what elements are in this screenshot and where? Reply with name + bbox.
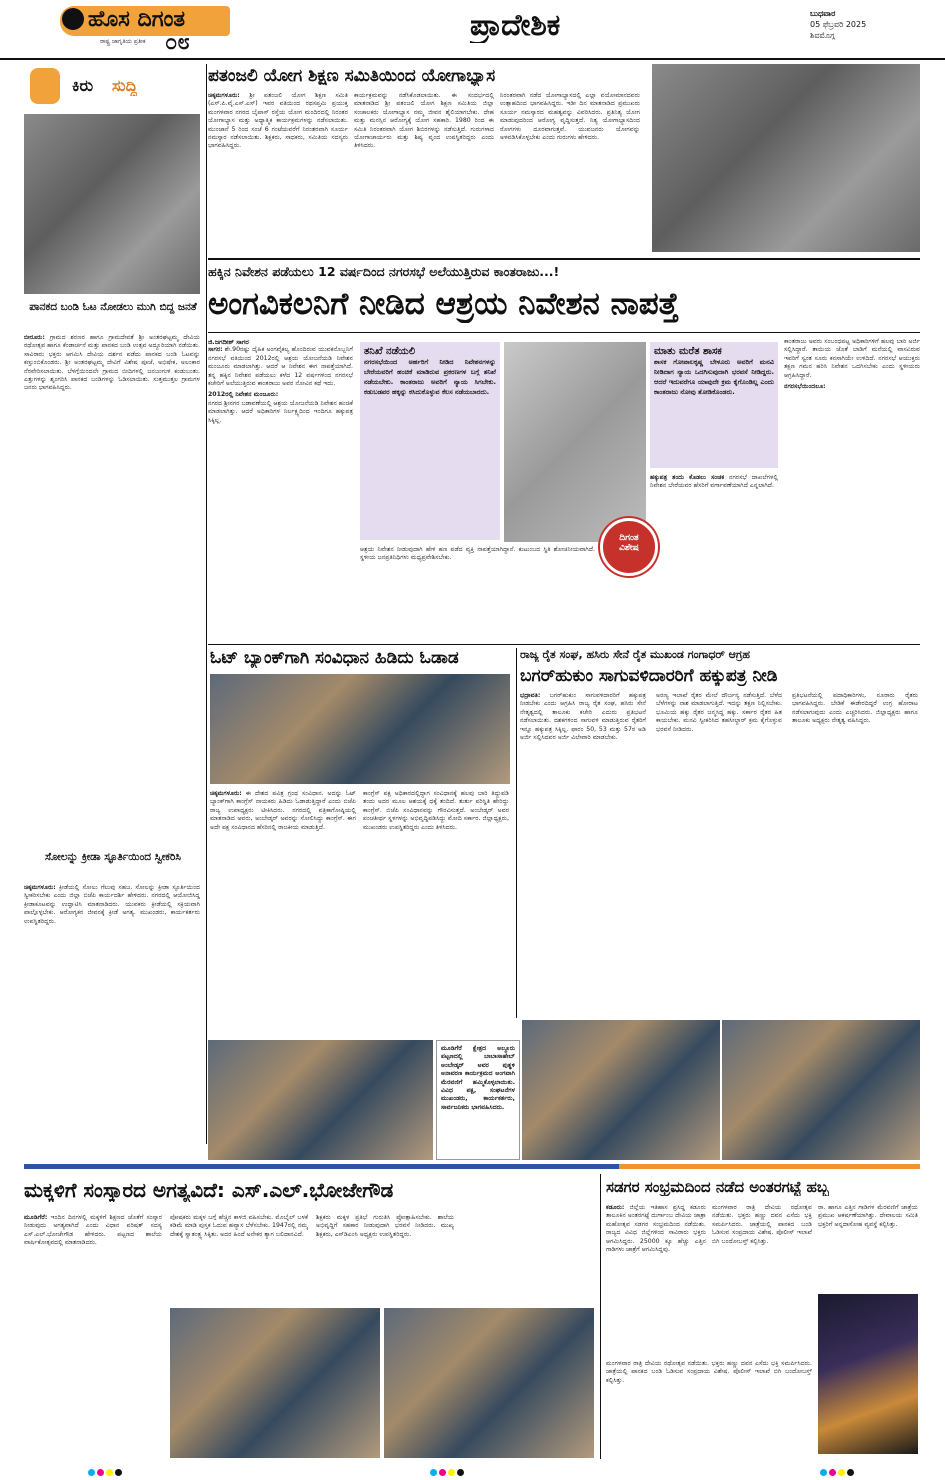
ashraya-callout-title: ತನಿಖೆ ನಡೆಯಲಿ (364, 346, 416, 357)
ashraya-head-rule (208, 332, 920, 333)
kirusuddi-item1-dateline: ಬೀರೂರು: (24, 334, 45, 341)
badge-bottom-text: ವಿಶೇಷ (619, 543, 639, 553)
registration-marks-left (88, 1461, 124, 1480)
ashraya-subhead2: ನಗರಸಭೆಯಿಂದಲೂ: (784, 383, 826, 391)
page-number: ೦೮ (165, 30, 190, 55)
vote-photo (210, 674, 510, 784)
kirusuddi-item2-body (24, 884, 200, 1139)
kirusuddi-divider (206, 64, 207, 1144)
kirusuddi-item1-body (24, 334, 200, 844)
mudigere-caption: ಮೂಡಿಗೆರೆ ಕ್ಷೇತ್ರದ ಅಲ್ದೂರು ಪಟ್ಟಣದಲ್ಲಿ ಬಾಬಾಸಾಹೇಬ್ ಅಂಬೇಡ್ಕರ್ ಅವರ ಪುತ್ಥಳಿ ಅನಾವರಣ ಕಾರ್ಯಕ್ರಮದ ಅಂಗವಾಗಿ ಮೆರವಣಿಗೆ ಹಮ್ಮಿಕೊಳ್ಳಲಾಯಿತು. ವಿವಿಧ ಪಕ್ಷ, ಸಂಘಟನೆಗಳ ಮುಖಂಡರು, ಕಾರ್ಯಕರ್ತರು, ಸಾರ್ವಜನಿಕರು ಭಾಗವಹಿಸಿದರು. (441, 1045, 515, 1111)
bottom-divider (600, 1174, 601, 1459)
antaraghatte-col1b: ಮಂಗಳವಾರ ರಾತ್ರಿ ದೇವಿಯ ರಥೋತ್ಸವ ನಡೆಯಿತು. ಭಕ್ತರು ಹಣ್ಣು ದವನ ಎಸೆದು ಭಕ್ತಿ ಸಮರ್ಪಿಸಿದರು. ಜಾತ್ರೆಯಲ್ಲಿ ಪಾನಕದ ಬಂಡಿ ಓಡಿಸುವ ಸಂಪ್ರದಾಯ ವಿಶೇಷ. ಪೊಲೀಸ್ ಇಲಾಖೆ ಬಿಗಿ ಬಂದೋಬಸ್ತ್ ಕಲ್ಪಿಸಿತ್ತು. (606, 1360, 812, 1384)
bagar-col1: ಭದ್ರಾವತಿ: ಬಗರ್‌ಹುಕುಂ ಸಾಗುವಳಿದಾರರಿಗೆ ಹಕ್ಕುಪತ್ರ ನೀಡಬೇಕು ಎಂದು ಆಗ್ರಹಿಸಿ ರಾಜ್ಯ ರೈತ ಸಂಘ, ಹಸಿರು ಸೇನೆ ನೇತೃತ್ವದಲ್ಲಿ ತಾಲೂಕು ಕಚೇರಿ ಎದುರು ಪ್ರತಿಭಟನೆ ನಡೆಸಲಾಯಿತು. ದಶಕಗಳಿಂದ ಸಾಗುವಳಿ ಮಾಡುತ್ತಿರುವ ರೈತರಿಗೆ ಇನ್ನೂ ಹಕ್ಕುಪತ್ರ ಸಿಕ್ಕಿಲ್ಲ. ಫಾರಂ 50, 53 ಮತ್ತು 57ರ ಅಡಿ ಅರ್ಜಿ ಸಲ್ಲಿಸಿದವರ ಅರ್ಜಿ ವಿಲೇವಾರಿ ಮಾಡಬೇಕು. (520, 692, 646, 742)
ashraya-bottom-rule (208, 644, 920, 645)
kirusuddi-item1-text: ಗ್ರಾಮದ ಶರಣರ ಹಾಗೂ ಗ್ರಾಮದೇವತೆ ಶ್ರೀ ಅಂತರಘಟ್ಟಮ್ಮ ದೇವಿಯ ರಥೋತ್ಸವ ಹಾಗೂ ಕೆಂಡಾರ್ಚನೆ ಮತ್ತು ಪಾನಕದ ಬಂಡಿ ಉತ್ಸವ ಅದ್ದೂರಿಯಾಗಿ ನಡೆಯಿತು. ಸಾವಿರಾರು ಭಕ್ತರು ಆಗಮಿಸಿ ದೇವಿಯ ದರ್ಶನ ಪಡೆದು ಪಾನಕದ ಬಂಡಿ ಓಟವನ್ನು ಕಣ್ತುಂಬಿಕೊಂಡರು. ಶ್ರೀ ಅಂತರಘಟ್ಟಮ್ಮ ದೇವಿಗೆ ವಿಶೇಷ ಪೂಜೆ, ಅಭಿಷೇಕ, ಅಲಂಕಾರ ನೆರವೇರಿಸಲಾಯಿತು. ಬೆಳಗ್ಗೆಯಿಂದಲೇ ಗ್ರಾಮದ ಬೀದಿಗಳಲ್ಲಿ ಜನಜಂಗುಳಿ ಕಂಡುಬಂತು. ಎತ್ತುಗಳನ್ನು ಶೃಂಗರಿಸಿ ಪಾನಕದ ಬಂಡಿಗಳನ್ನು ಓಡಿಸಲಾಯಿತು. ಸುತ್ತಮುತ್ತಲ ಗ್ರಾಮಗಳ ಜನರು ಭಾಗವಹಿಸಿದ್ದರು. (24, 334, 200, 392)
kantharaju-photo (504, 342, 646, 542)
vote-col1: ಚಿಕ್ಕಮಗಳೂರು: ಈ ದೇಶದ ಪವಿತ್ರ ಗ್ರಂಥ ಸಂವಿಧಾನ. ಅದನ್ನು ಓಟ್ ಬ್ಯಾಂಕ್‌ಗಾಗಿ ಕಾಂಗ್ರೆಸ್ ನಾಯಕರು ಹಿಡಿದು ಓಡಾಡುತ್ತಿದ್ದಾರೆ ಎಂದು ಬಿಜೆಪಿ ರಾಜ್ಯ ಉಪಾಧ್ಯಕ್ಷರು ಟೀಕಿಸಿದರು. ನಗರದಲ್ಲಿ ಪತ್ರಿಕಾಗೋಷ್ಠಿಯಲ್ಲಿ ಮಾತನಾಡಿದ ಅವರು, ಅಂಬೇಡ್ಕರ್ ಅವರನ್ನು ಸೋಲಿಸಿದ್ದು ಕಾಂಗ್ರೆಸ್. ಈಗ ಅದೇ ಪಕ್ಷ ಸಂವಿಧಾನದ ಹೆಸರಿನಲ್ಲಿ ರಾಜಕೀಯ ಮಾಡುತ್ತಿದೆ. (210, 790, 356, 831)
vote-headline: ಓಟ್ ಬ್ಯಾಂಕ್‌ಗಾಗಿ ಸಂವಿಧಾನ ಹಿಡಿದು ಓಡಾಡ (210, 648, 459, 668)
ashraya-kicker: ಹಕ್ಕಿನ ನಿವೇಶನ ಪಡೆಯಲು 12 ವರ್ಷದಿಂದ ನಗರಸಭೆ ಅಲೆಯುತ್ತಿರುವ ಕಾಂತರಾಜು...! (208, 264, 560, 279)
masthead-rule (0, 58, 945, 60)
yoga-col3: ನಿರಂತರವಾಗಿ ನಡೆದ ಯೋಗಾಭ್ಯಾಸದಲ್ಲಿ ಎಲ್ಲಾ ವಯೋಮಾನದವರು ಉತ್ಸಾಹದಿಂದ ಭಾಗವಹಿಸಿದ್ದರು. ಇಡೀ ದಿನ ಮಾತನಾಡಿದ ಪ್ರಮುಖರು ಸೂರ್ಯ ನಮಸ್ಕಾರದ ಮಹತ್ವವನ್ನು ವಿವರಿಸಿದರು. ಪ್ರತಿನಿತ್ಯ ಯೋಗ ಮಾಡುವುದರಿಂದ ಆರೋಗ್ಯ ವೃದ್ಧಿಸುತ್ತದೆ. ನಿತ್ಯ ಯೋಗಾಭ್ಯಾಸದಿಂದ ರೋಗಗಳು ದೂರವಾಗುತ್ತವೆ. ಯುವಜನರು ಯೋಗವನ್ನು ಅಳವಡಿಸಿಕೊಳ್ಳಬೇಕು ಎಂದು ಗುರುಗಳು ಹೇಳಿದರು. (500, 92, 640, 142)
logo-tagline: ರಾಷ್ಟ್ರ ಜಾಗೃತಿಯ ಪ್ರತೀಕ (100, 38, 146, 45)
antaraghatte-headline: ಸಡಗರ ಸಂಭ್ರಮದಿಂದ ನಡೆದ ಅಂತರಗಟ್ಟೆ ಹಬ್ಬ (606, 1178, 829, 1196)
samskara-col3: ಶಿಕ್ಷಕರು ಮಕ್ಕಳ ಪ್ರತಿಭೆ ಗುರುತಿಸಿ ಪ್ರೋತ್ಸಾಹಿಸಬೇಕು. ಶಾಲೆಯ ಅಭಿವೃದ್ಧಿಗೆ ಸಹಕಾರ ನೀಡುವುದಾಗಿ ಭರವಸೆ ನೀಡಿದರು. ಮುಖ್ಯ ಶಿಕ್ಷಕರು, ಎಸ್‌ಡಿಎಂಸಿ ಅಧ್ಯಕ್ಷರು ಉಪಸ್ಥಿತರಿದ್ದರು. (316, 1214, 454, 1238)
registration-marks-center (430, 1461, 466, 1480)
header-date: 05 ಫೆಬ್ರವರಿ 2025 (810, 20, 867, 29)
bagar-story (520, 648, 920, 1018)
ashraya-callout-box (360, 342, 500, 540)
ashraya-col3: ಕಾಂತರಾಜು ಅವರು ಸಂಬಂಧಪಟ್ಟ ಅಧಿಕಾರಿಗಳಿಗೆ ಹಲವು ಬಾರಿ ಅರ್ಜಿ ಸಲ್ಲಿಸಿದ್ದಾರೆ. ತಾಯಿಯ ಜೊತೆ ಬಾಡಿಗೆ ಮನೆಯಲ್ಲಿ ವಾಸವಿರುವ ಇವರಿಗೆ ಸ್ವಂತ ಸೂರು ಕನಸಾಗಿಯೇ ಉಳಿದಿದೆ. ನಗರಸಭೆ ಆಯುಕ್ತರು ತಕ್ಷಣ ಗಮನ ಹರಿಸಿ ನಿವೇಶನ ಒದಗಿಸಬೇಕು ಎಂದು ಸ್ಥಳೀಯರು ಆಗ್ರಹಿಸಿದ್ದಾರೆ. ನಗರಸಭೆಯಿಂದಲೂ: (784, 338, 920, 391)
ashraya-story (208, 262, 920, 642)
paanaka-bandi-photo (24, 114, 200, 294)
section-title: ಪ್ರಾದೇಶಿಕ (470, 8, 561, 43)
ashraya-col2b: ಆಶ್ರಯ ನಿವೇಶನ ನೀಡುವುದಾಗಿ ಹೇಳಿ ಹಣ ಪಡೆದ ವ್ಯಕ್ತಿ ನಾಪತ್ತೆಯಾಗಿದ್ದಾನೆ. ಕುಟುಂಬದ ಸ್ಥಿತಿ ಶೋಚನೀಯವಾಗಿದೆ. ಸ್ಥಳೀಯ ಜನಪ್ರತಿನಿಧಿಗಳು ಮಧ್ಯಪ್ರವೇಶಿಸಬೇಕು. (360, 546, 595, 562)
vote-story (208, 648, 513, 1038)
samskara-dateline: ಮೂಡಿಗೆರೆ: (24, 1214, 48, 1221)
bagar-dateline: ಭದ್ರಾವತಿ: (520, 692, 541, 699)
protest-photo-1 (522, 1020, 720, 1160)
ashraya-col1: ಜಿ.ಜಗದೀಶ್ ಸಾಗರ ಸಾಗರ: ಶೇ.90ರಷ್ಟು ದೈಹಿಕ ಅಂಗವೈಕಲ್ಯ ಹೊಂದಿರುವ ಯುವಕನೊಬ್ಬನಿಗೆ ನಗರಸಭೆ ವತಿಯಿಂದ 2012ರಲ್ಲಿ ಆಶ್ರಯ ಯೋಜನೆಯಡಿ ನಿವೇಶನ ಮಂಜೂರು ಮಾಡಲಾಗಿತ್ತು. ಆದರೆ ಆ ನಿವೇಶನ ಈಗ ನಾಪತ್ತೆಯಾಗಿದೆ. ತನ್ನ ಹಕ್ಕಿನ ನಿವೇಶನ ಪಡೆಯಲು ಕಳೆದ 12 ವರ್ಷಗಳಿಂದ ನಗರಸಭೆ ಕಚೇರಿಗೆ ಅಲೆಯುತ್ತಿರುವ ಕಾಂತರಾಜು ಅವರ ನೋವಿನ ಕಥೆ ಇದು. 2012ರಲ್ಲಿ ನಿವೇಶನ ಮಂಜೂರು: ನಗರದ ಶ್ರೀನಗರ ಬಡಾವಣೆಯಲ್ಲಿ ಆಶ್ರಯ ಯೋಜನೆಯಡಿ ನಿವೇಶನ ಹಂಚಿಕೆ ಮಾಡಲಾಗಿತ್ತು. ಆದರೆ ಅಧಿಕಾರಿಗಳ ನಿರ್ಲಕ್ಷ್ಯದಿಂದ ಇಂದಿಗೂ ಹಕ್ಕುಪತ್ರ ಸಿಕ್ಕಿಲ್ಲ. (208, 338, 353, 424)
antaraghatte-story (606, 1174, 920, 1459)
samskara-photo-1 (170, 1308, 380, 1458)
ashraya-col-mid: ಹಕ್ಕುಪತ್ರ ತಂದು ಕೊಡಲು ಸಂಚಕ ನಗರಸಭೆ ದಾಖಲೆಗಳಲ್ಲಿ ನಿವೇಶನ ಬೇರೆಯವರ ಹೆಸರಿಗೆ ವರ್ಗಾವಣೆಯಾಗಿದೆ ಎನ್ನಲಾಗಿದೆ. (650, 474, 778, 490)
badge-top-text: ದಿಗಂತ (619, 533, 639, 543)
antaraghatte-col1: ಕಡೂರು: ಜಿಲ್ಲೆಯ ಇತಿಹಾಸ ಪ್ರಸಿದ್ಧ ಕಡೂರು ತಾಲೂಕಿನ ಅಂತರಗಟ್ಟೆ ದುರ್ಗಾಂಬ ದೇವಿಯ ಜಾತ್ರಾ ಮಹೋತ್ಸವ ಸಡಗರ ಸಂಭ್ರಮದಿಂದ ನಡೆಯಿತು. ರಾಜ್ಯದ ವಿವಿಧ ಜಿಲ್ಲೆಗಳಿಂದ ಸಾವಿರಾರು ಭಕ್ತರು ಆಗಮಿಸಿದ್ದರು. 25000 ಕ್ಕೂ ಹೆಚ್ಚು ಎತ್ತಿನ ಗಾಡಿಗಳು ಜಾತ್ರೆಗೆ ಆಗಮಿಸಿದ್ದವು. (606, 1204, 706, 1254)
shasaka-callout-text: ಶಾಸಕ ಗೋಪಾಲಕೃಷ್ಣ ಬೇಳೂರು ಅವರಿಗೆ ಮನವಿ ನೀಡಿದಾಗ ನ್ಯಾಯ ಒದಗಿಸುವುದಾಗಿ ಭರವಸೆ ನೀಡಿದ್ದರು. ಆದರೆ ಇದುವರೆಗೂ ಯಾವುದೇ ಕ್ರಮ ಕೈಗೊಂಡಿಲ್ಲ ಎಂದು ಕಾಂತರಾಜು ನೋವು ತೋಡಿಕೊಂಡರು. (654, 358, 774, 396)
vote-col2: ಕಾಂಗ್ರೆಸ್ ಪಕ್ಷ ಅಧಿಕಾರದಲ್ಲಿದ್ದಾಗ ಸಂವಿಧಾನಕ್ಕೆ ಹಲವು ಬಾರಿ ತಿದ್ದುಪಡಿ ತಂದು ಅದರ ಮೂಲ ಆಶಯಕ್ಕೆ ಧಕ್ಕೆ ತಂದಿದೆ. ತುರ್ತು ಪರಿಸ್ಥಿತಿ ಹೇರಿದ್ದು ಕಾಂಗ್ರೆಸ್. ಬಿಜೆಪಿ ಸಂವಿಧಾನವನ್ನು ಗೌರವಿಸುತ್ತದೆ. ಅಂಬೇಡ್ಕರ್ ಅವರ ಪಂಚತೀರ್ಥ ಸ್ಥಳಗಳನ್ನು ಅಭಿವೃದ್ಧಿಪಡಿಸಿದ್ದು ಮೋದಿ ಸರ್ಕಾರ. ಜಿಲ್ಲಾಧ್ಯಕ್ಷರು, ಮುಖಂಡರು ಉಪಸ್ಥಿತರಿದ್ದರು ಎಂದು ತಿಳಿಸಿದರು. (363, 790, 509, 831)
bagar-kicker: ರಾಜ್ಯ ರೈತ ಸಂಘ, ಹಸಿರು ಸೇನೆ ರೈತ ಮುಖಂಡ ಗಂಗಾಧರ್ ಆಗ್ರಹ (520, 648, 750, 661)
yoga-dateline: ಚಿಕ್ಕಮಗಳೂರು: (208, 92, 240, 99)
samskara-photo-2 (384, 1308, 594, 1458)
samskara-col2: ಪೋಷಕರು ಮಕ್ಕಳ ಬಗ್ಗೆ ಹೆಚ್ಚಿನ ಕಾಳಜಿ ವಹಿಸಬೇಕು. ಮೊಬೈಲ್ ಬಳಕೆ ಕಡಿಮೆ ಮಾಡಿ ಪುಸ್ತಕ ಓದುವ ಹವ್ಯಾಸ ಬೆಳೆಸಬೇಕು. 1947ರಲ್ಲಿ ನಮ್ಮ ದೇಶಕ್ಕೆ ಸ್ವಾತಂತ್ರ್ಯ ಸಿಕ್ಕಿತು. ಅದರ ಹಿಂದೆ ಅನೇಕರ ತ್ಯಾಗ ಬಲಿದಾನವಿದೆ. (170, 1214, 308, 1238)
yoga-col1: ಚಿಕ್ಕಮಗಳೂರು: ಶ್ರೀ ಪತಂಜಲಿ ಯೋಗ ಶಿಕ್ಷಣ ಸಮಿತಿ (ಎಸ್.ಪಿ.ವೈ.ಎಸ್.ಎಸ್) ಇವರ ವತಿಯಿಂದ ರಥಸಪ್ತಮಿ ಪ್ರಯುಕ್ತ ಮಂಗಳವಾರ ನಗರದ ಬೈಪಾಸ್ ರಸ್ತೆಯ ಯೋಗ ಮಂದಿರದಲ್ಲಿ ನಿರಂತರ ಯೋಗಾಭ್ಯಾಸ ಮತ್ತು ಅಧ್ಯಾತ್ಮಿಕ ಕಾರ್ಯಕ್ರಮಗಳನ್ನು ನಡೆಸಲಾಯಿತು. ಮುಂಜಾನೆ 5 ರಿಂದ ಸಂಜೆ 6 ಗಂಟೆಯವರೆಗೆ ನಿರಂತರವಾಗಿ ಸೂರ್ಯ ನಮಸ್ಕಾರ ನಡೆಸಲಾಯಿತು. ಶಿಕ್ಷಕರು, ಸಾಧಕರು, ಸಮಿತಿಯ ಸದಸ್ಯರು ಭಾಗವಹಿಸಿದ್ದರು. (208, 92, 348, 150)
yoga-col2: ಕಾರ್ಯಕ್ರಮವನ್ನು ನಡೆಸಿಕೊಡಲಾಯಿತು. ಈ ಸಂದರ್ಭದಲ್ಲಿ ಮಾತನಾಡಿದ ಶ್ರೀ ಪತಂಜಲಿ ಯೋಗ ಶಿಕ್ಷಣ ಸಮಿತಿಯ ಜಿಲ್ಲಾ ಸಂಚಾಲಕರು ಯೋಗಾಭ್ಯಾಸ ನಮ್ಮ ಜೀವನ ಶೈಲಿಯಾಗಬೇಕು. ದೇಹ ಮತ್ತು ಮನಸ್ಸಿನ ಆರೋಗ್ಯಕ್ಕೆ ಯೋಗ ಸಹಕಾರಿ. 1980 ರಿಂದ ಈ ಸಮಿತಿ ನಿರಂತರವಾಗಿ ಯೋಗ ಶಿಬಿರಗಳನ್ನು ನಡೆಸುತ್ತಿದೆ. ಗುರುಗಳಾದ ಯೋಗಾಚಾರ್ಯರು ಮತ್ತು ಶಿಷ್ಯ ವೃಂದ ಉಪಸ್ಥಿತರಿದ್ದರು ಎಂದು ತಿಳಿಸಿದರು. (354, 92, 494, 150)
ashraya-subhead: 2012ರಲ್ಲಿ ನಿವೇಶನ ಮಂಜೂರು: (208, 391, 279, 399)
ashraya-callout-text: ನಗರಸಭೆಯಿಂದ ಅರ್ಹರಿಗೆ ನೀಡಿದ ನಿವೇಶನಗಳನ್ನು ಬೇರೆಯವರಿಗೆ ಹಂಚಿಕೆ ಮಾಡಿರುವ ಪ್ರಕರಣಗಳ ಬಗ್ಗೆ ತನಿಖೆ ನಡೆಯಬೇಕು. ಕಾಂತರಾಜು ಅವರಿಗೆ ನ್ಯಾಯ ಸಿಗಬೇಕು. ಕಡುಬಡವರ ಹಕ್ಕನ್ನು ಕಸಿದುಕೊಳ್ಳುವ ಕೆಲಸ ನಡೆಯಬಾರದು. (364, 358, 496, 396)
header-date-block (810, 8, 940, 41)
ashraya-byline: ಜಿ.ಜಗದೀಶ್ ಸಾಗರ (208, 338, 249, 346)
mudigere-photo (208, 1040, 433, 1160)
protest-photo-2 (722, 1020, 920, 1160)
shasaka-callout-box (650, 342, 778, 468)
section-divider-blue (24, 1164, 619, 1169)
logo-emblem-icon (62, 8, 84, 30)
section-divider-orange (619, 1164, 920, 1169)
antaraghatte-dateline: ಕಡೂರು: (606, 1204, 625, 1211)
samskara-story (24, 1174, 594, 1459)
kirusuddi-item2-text: ಕ್ರೀಡೆಯಲ್ಲಿ ಸೋಲು ಗೆಲುವು ಸಹಜ. ಸೋಲನ್ನು ಕ್ರೀಡಾ ಸ್ಫೂರ್ತಿಯಿಂದ ಸ್ವೀಕರಿಸಬೇಕು ಎಂದು ಜಿಲ್ಲಾ ಬಿಜೆಪಿ ಕಾರ್ಯದರ್ಶಿ ಹೇಳಿದರು. ನಗರದಲ್ಲಿ ಆಯೋಜಿಸಿದ್ದ ಕ್ರೀಡಾಕೂಟವನ್ನು ಉದ್ಘಾಟಿಸಿ ಮಾತನಾಡಿದರು. ಯುವಕರು ಕ್ರೀಡೆಯಲ್ಲಿ ಸಕ್ರಿಯವಾಗಿ ಪಾಲ್ಗೊಳ್ಳಬೇಕು. ಆರೋಗ್ಯಕರ ಜೀವನಕ್ಕೆ ಕ್ರೀಡೆ ಅಗತ್ಯ. ಮುಖಂಡರು, ಕಾರ್ಯಕರ್ತರು ಉಪಸ್ಥಿತರಿದ್ದರು. (24, 884, 200, 925)
logo-text: ಹೊಸ ದಿಗಂತ (88, 7, 186, 32)
kirusuddi-header (30, 66, 190, 108)
shasaka-callout-title: ಮಾತು ಮರೆತ ಶಾಸಕ (654, 346, 722, 357)
ashraya-dateline: ಸಾಗರ: (208, 346, 223, 354)
samskara-col1: ಮೂಡಿಗೆರೆ: ಇಂದಿನ ದಿನಗಳಲ್ಲಿ ಮಕ್ಕಳಿಗೆ ಶಿಕ್ಷಣದ ಜೊತೆಗೆ ಸಂಸ್ಕಾರ ನೀಡುವುದು ಅಗತ್ಯವಾಗಿದೆ ಎಂದು ವಿಧಾನ ಪರಿಷತ್ ಸದಸ್ಯ ಎಸ್.ಎಲ್.ಭೋಜೇಗೌಡ ಹೇಳಿದರು. ಪಟ್ಟಣದ ಶಾಲೆಯ ವಾರ್ಷಿಕೋತ್ಸವದಲ್ಲಿ ಮಾತನಾಡಿದರು. (24, 1214, 162, 1247)
antaraghatte-photo (818, 1294, 918, 1454)
kirusuddi-column (24, 64, 202, 1144)
bagar-headline: ಬಗರ್‌ಹುಕುಂ ಸಾಗುವಳಿದಾರರಿಗೆ ಹಕ್ಕುಪತ್ರ ನೀಡಿ (520, 666, 778, 686)
yoga-headline: ಪತಂಜಲಿ ಯೋಗ ಶಿಕ್ಷಣ ಸಮಿತಿಯಿಂದ ಯೋಗಾಭ್ಯಾಸ (208, 66, 496, 86)
kirusuddi-item1-headline: ಪಾನಕದ ಬಂಡಿ ಓಟ ನೋಡಲು ಮುಗಿ ಬಿದ್ದ ಜನತೆ (29, 301, 197, 313)
antaraghatte-col2: ಮಂಗಳವಾರ ರಾತ್ರಿ ದೇವಿಯ ರಥೋತ್ಸವ ನಡೆಯಿತು. ಭಕ್ತರು ಹಣ್ಣು ದವನ ಎಸೆದು ಭಕ್ತಿ ಸಮರ್ಪಿಸಿದರು. ಜಾತ್ರೆಯಲ್ಲಿ ಪಾನಕದ ಬಂಡಿ ಓಡಿಸುವ ಸಂಪ್ರದಾಯ ವಿಶೇಷ. ಪೊಲೀಸ್ ಇಲಾಖೆ ಬಿಗಿ ಬಂದೋಬಸ್ತ್ ಕಲ್ಪಿಸಿತ್ತು. (712, 1204, 812, 1245)
masthead (0, 0, 945, 62)
ashraya-headline: ಅಂಗವಿಕಲನಿಗೆ ನೀಡಿದ ಆಶ್ರಯ ನಿವೇಶನ ನಾಪತ್ತೆ (208, 286, 679, 322)
finger-hush-icon (30, 68, 60, 104)
samskara-headline: ಮಕ್ಕಳಿಗೆ ಸಂಸ್ಕಾರದ ಅಗತ್ಯವಿದೆ: ಎಸ್.ಎಲ್.ಭೋಜೇಗೌಡ (24, 1178, 394, 1202)
header-day: ಬುಧವಾರ (810, 9, 836, 18)
kirusuddi-label-a: ಕಿರು (72, 76, 94, 95)
yoga-bottom-rule (208, 258, 920, 260)
ashraya-col2b-subhead: ಹಕ್ಕುಪತ್ರ ತಂದು ಕೊಡಲು ಸಂಚಕ (650, 474, 725, 481)
mudigere-caption-box (436, 1040, 520, 1160)
registration-marks-right (820, 1461, 856, 1480)
bagar-col3: ಪ್ರತಿಭಟನೆಯಲ್ಲಿ ಪದಾಧಿಕಾರಿಗಳು, ನೂರಾರು ರೈತರು ಭಾಗವಹಿಸಿದ್ದರು. ಬೇಡಿಕೆ ಈಡೇರದಿದ್ದರೆ ಉಗ್ರ ಹೋರಾಟ ನಡೆಸಲಾಗುವುದು ಎಂದು ಎಚ್ಚರಿಸಿದರು. ಜಿಲ್ಲಾಧ್ಯಕ್ಷರು ಹಾಗೂ ತಾಲೂಕು ಅಧ್ಯಕ್ಷರು ನೇತೃತ್ವ ವಹಿಸಿದ್ದರು. (792, 692, 918, 725)
kirusuddi-label-b: ಸುದ್ದಿ (112, 76, 138, 95)
vote-side-rule (516, 648, 517, 1018)
kirusuddi-item2-headline: ಸೋಲನ್ನು ಕ್ರೀಡಾ ಸ್ಫೂರ್ತಿಯಿಂದ ಸ್ವೀಕರಿಸಿ (45, 851, 181, 863)
kirusuddi-item2-dateline: ಚಿಕ್ಕಮಗಳೂರು: (24, 884, 56, 891)
yoga-photo (652, 64, 920, 252)
yoga-story (208, 64, 920, 256)
header-city: ಶಿವಮೊಗ್ಗ (810, 31, 835, 40)
bagar-col2: ಅರಣ್ಯ ಇಲಾಖೆ ರೈತರ ಮೇಲೆ ದೌರ್ಜನ್ಯ ನಡೆಸುತ್ತಿದೆ. ಬೆಳೆದ ಬೆಳೆಗಳನ್ನು ನಾಶ ಮಾಡಲಾಗುತ್ತಿದೆ. ಇದನ್ನು ತಕ್ಷಣ ನಿಲ್ಲಿಸಬೇಕು. ಭೂಮಿಯ ಹಕ್ಕು ರೈತರ ಜನ್ಮಸಿದ್ಧ ಹಕ್ಕು. ಸರ್ಕಾರ ರೈತರ ಹಿತ ಕಾಯಬೇಕು. ಮನವಿ ಸ್ವೀಕರಿಸಿದ ತಹಸೀಲ್ದಾರ್ ಕ್ರಮ ಕೈಗೊಳ್ಳುವ ಭರವಸೆ ನೀಡಿದರು. (656, 692, 782, 733)
antaraghatte-col3: ರಾ. ಹಾಗೂ ಎತ್ತಿನ ಗಾಡಿಗಳ ಮೆರವಣಿಗೆ ಜಾತ್ರೆಯ ಪ್ರಮುಖ ಆಕರ್ಷಣೆಯಾಗಿತ್ತು. ದೇವಾಲಯ ಸಮಿತಿ ಭಕ್ತರಿಗೆ ಅನ್ನದಾಸೋಹ ವ್ಯವಸ್ಥೆ ಕಲ್ಪಿಸಿತ್ತು. (818, 1204, 918, 1228)
vote-dateline: ಚಿಕ್ಕಮಗಳೂರು: (210, 790, 242, 797)
